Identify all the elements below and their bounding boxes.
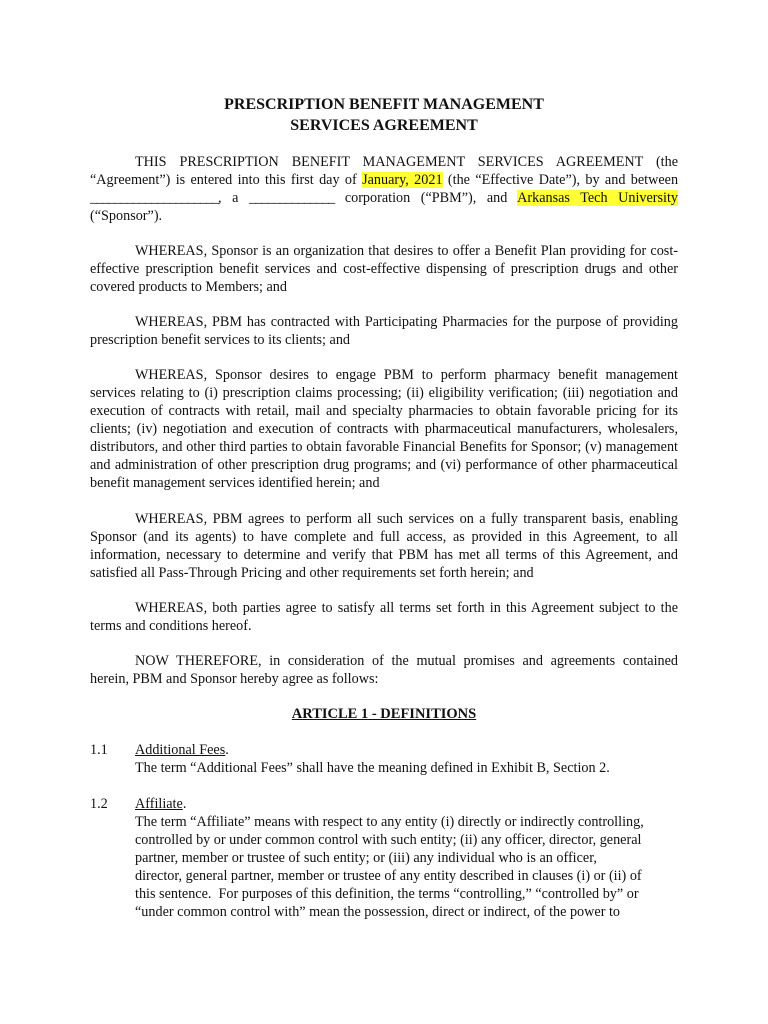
definition-1-2	[135, 795, 678, 921]
definition-1-1	[135, 741, 678, 777]
document-title-line-1: PRESCRIPTION BENEFIT MANAGEMENT	[224, 96, 544, 113]
intro-text-3: , a	[217, 190, 239, 206]
now-therefore-paragraph: NOW THEREFORE, in consideration of the mutual promises and agreements contained herein, PBM and Sponsor hereby agree as follows:	[90, 653, 678, 687]
whereas-paragraph-4: WHEREAS, PBM agrees to perform all such services on a fully transparent basis, enabling Sponsor (and its agents) to have complete and full access, as provided in this Agreement, to all information, necessary to determine and verify that PBM has met all terms of this Agreement, and satisfied all Pass-Through Pricing and other requirements set forth herein; and	[90, 511, 678, 581]
article-heading: ARTICLE 1 - DEFINITIONS	[291, 706, 477, 722]
highlighted-date: January, 2021	[362, 172, 443, 188]
document-title-line-2: SERVICES AGREEMENT	[290, 117, 478, 134]
whereas-paragraph-1: WHEREAS, Sponsor is an organization that desires to offer a Benefit Plan providing for cost-effective prescription benefit services and cost-effective dispensing of prescription drugs and other covered products to Members; and	[90, 243, 678, 295]
definition-term-end: .	[225, 742, 229, 758]
intro-text-4: corporation (“PBM”), and	[344, 190, 508, 206]
whereas-paragraph-2: WHEREAS, PBM has contracted with Participating Pharmacies for the purpose of providing prescription benefit services to its clients; and	[90, 314, 678, 348]
highlighted-sponsor-name: Arkansas Tech University	[517, 190, 679, 206]
definition-text-line: director, general partner, member or trustee of any entity described in clauses (i) or (ii) of	[135, 868, 642, 884]
whereas-paragraph-3: WHEREAS, Sponsor desires to engage PBM to perform pharmacy benefit management services relating to (i) prescription claims processing; (ii) eligibility verification; (iii) negotiation and execution of contracts with retail, mail and specialty pharmacies to obtain favorable pricing for its clients; (iv) negotiation and execution of contracts with pharmaceutical manufacturers, wholesalers, distributors, and other third parties to obtain favorable Financial Benefits for Sponsor; (v) management and administration of other prescription drug programs; and (vi) performance of other pharmaceutical benefit management services identified herein; and	[90, 367, 678, 491]
definition-text-line: controlled by or under common control with such entity; (ii) any officer, director, general	[135, 832, 642, 848]
intro-text-1: THIS PRESCRIPTION BENEFIT MANAGEMENT SERVICES AGREEMENT (the “Agreement”) is entered into this first day of	[90, 154, 678, 188]
definition-text-line: this sentence. For purposes of this definition, the terms “controlling,” “controlled by” or	[135, 886, 639, 902]
definition-number: 1.2	[90, 796, 108, 812]
intro-paragraph	[90, 153, 678, 225]
definition-term: Additional Fees	[135, 742, 226, 758]
definition-number: 1.1	[90, 742, 108, 758]
intro-text-2: (the “Effective Date”), by and between	[447, 172, 679, 188]
definition-term: Affiliate	[135, 796, 183, 812]
definition-text-line: partner, member or trustee of such entity; or (iii) any individual who is an officer,	[135, 850, 597, 866]
definition-term-end: .	[182, 796, 187, 812]
pbm-name-blank: _____________________	[90, 190, 218, 206]
definition-text-line: The term “Additional Fees” shall have the meaning defined in Exhibit B, Section 2.	[135, 760, 610, 776]
whereas-paragraph-5: WHEREAS, both parties agree to satisfy all terms set forth in this Agreement subject to the terms and conditions hereof.	[90, 600, 678, 634]
definition-text-line: “under common control with” mean the possession, direct or indirect, of the power to	[135, 904, 621, 920]
definition-text-line: The term “Affiliate” means with respect to any entity (i) directly or indirectly controlling,	[135, 814, 644, 830]
pbm-state-blank: ______________	[248, 190, 335, 206]
intro-text-5: (“Sponsor”).	[90, 208, 163, 224]
